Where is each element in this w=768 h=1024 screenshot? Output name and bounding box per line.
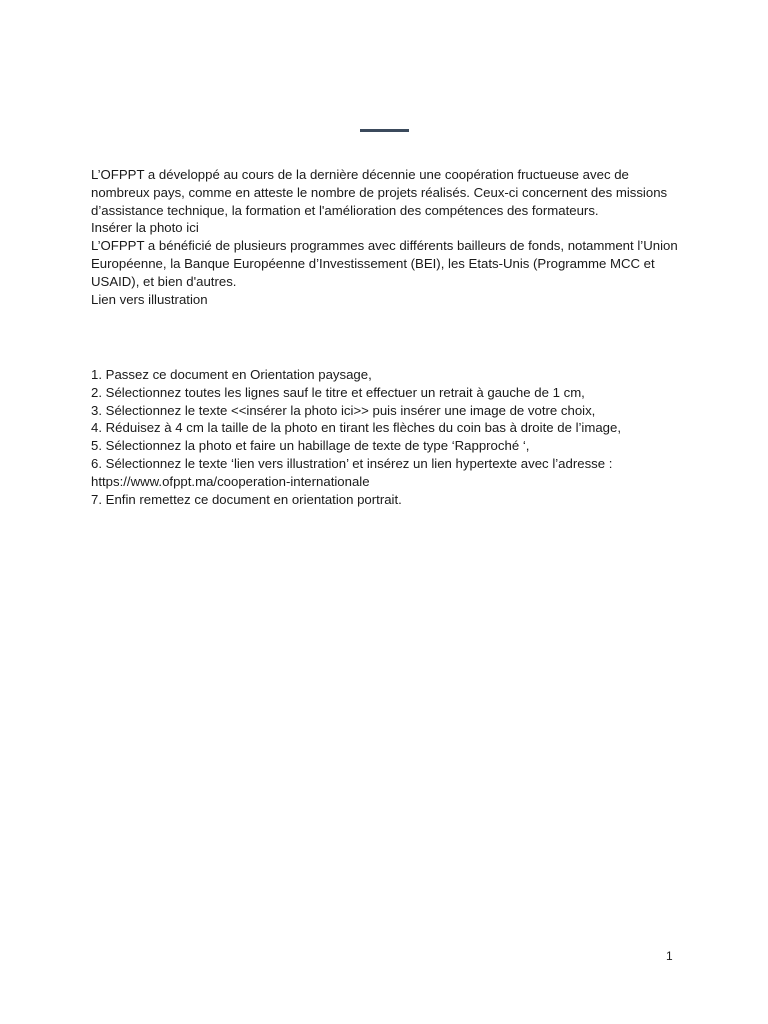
illustration-link-text: Lien vers illustration [91,291,208,307]
page-number: 1 [666,949,673,963]
intro-section [91,166,691,308]
instruction-step-4: 4. Réduisez à 4 cm la taille de la photo en tirant les flèches du coin bas à droite de l’image, [91,420,622,436]
instruction-step-6: 6. Sélectionnez le texte ‘lien vers illustration’ et insérez un lien hypertexte avec l’adresse : https://www.ofppt.ma/cooperation-internationale [91,455,613,489]
paragraph-funding: L’OFPPT a bénéficié de plusieurs programmes avec différents bailleurs de fonds, notamment l’Union Européenne, la Banque Européenne d’Investissement (BEI), les Etats-Unis (Programme MCC et USAID), et bien d'autres. [91,238,678,289]
instructions-list [91,366,691,508]
photo-placeholder-text: Insérer la photo ici [91,220,199,236]
instruction-step-2: 2. Sélectionnez toutes les lignes sauf le titre et effectuer un retrait à gauche de 1 cm, [91,384,585,400]
paragraph-cooperation: L’OFPPT a développé au cours de la dernière décennie une coopération fructueuse avec de nombreux pays, comme en atteste le nombre de projets réalisés. Ceux-ci concernent des missions d’assistance technique, la formation et l'amélioration des compétences des formateurs. [91,167,668,218]
instruction-step-1: 1. Passez ce document en Orientation paysage, [91,367,372,382]
instruction-step-5: 5. Sélectionnez la photo et faire un habillage de texte de type ‘Rapproché ‘, [91,438,530,454]
instruction-step-3: 3. Sélectionnez le texte <<insérer la photo ici>> puis insérer une image de votre choix, [91,402,596,418]
title-rule [360,129,409,132]
instruction-step-7: 7. Enfin remettez ce document en orientation portrait. [91,491,402,507]
